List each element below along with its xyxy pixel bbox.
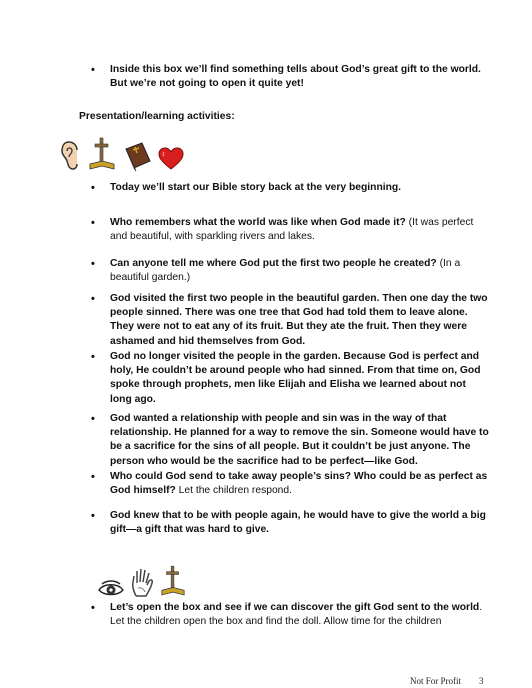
list-item: • Who remembers what the world was like when God made it? (It was perfect and beautiful, with sparkling rivers and lakes. (110, 216, 490, 244)
heart-icon (158, 147, 184, 171)
list-item: • Let’s open the box and see if we can discover the gift God sent to the world. Let the children open the box and find the doll. Allow time for the children (110, 601, 490, 629)
list-item: • God no longer visited the people in the garden. Because God is perfect and holy, He couldn’t be around people who had sinned. From that time on, God spoke through prophets, men like Elijah and Elisha we learned about not long ago. (110, 350, 490, 407)
bible-icon (122, 141, 152, 171)
activity-icons-row (60, 137, 190, 171)
cross-bible-icon (88, 137, 116, 171)
list-item: • Can anyone tell me where God put the first two people he created? (In a beautiful garden.) (110, 257, 490, 285)
hand-icon (130, 568, 154, 598)
list-item: • God visited the first two people in the beautiful garden. Then one day the two people sinned. There was one tree that God had told them to leave alone. They were not to eat any of its fruit. But they ate the fruit. Then they were ashamed and hid themselves from God. (110, 292, 490, 349)
eye-icon (98, 580, 124, 598)
section-heading: Presentation/learning activities: (79, 111, 235, 122)
intro-bullet-text: Inside this box we’ll find something tells about God’s great gift to the world. But we’re not going to open it quite yet! (110, 64, 481, 90)
list-item: • Today we’ll start our Bible story back at the very beginning. (110, 181, 490, 195)
list-item: • Who could God send to take away people’s sins? Who could be as perfect as God himself? Let the children respond. (110, 470, 490, 498)
ear-icon (60, 141, 82, 171)
footer-text: Not For Profit (410, 676, 462, 686)
page-number: 3 (479, 676, 484, 686)
activity-icons-row-2 (98, 564, 192, 598)
list-item: • God wanted a relationship with people and sin was in the way of that relationship. He planned for a way to remove the sin. Someone would have to be a sacrifice for the sins of all people. But it couldn’t be just anyone. The person who would be the sacrifice had to be perfect—like God. (110, 412, 490, 469)
intro-bullet (110, 63, 490, 91)
cross-bible-icon (160, 564, 186, 598)
list-item: • God knew that to be with people again, he would have to give the world a big gift—a gift that was hard to give. (110, 509, 490, 537)
